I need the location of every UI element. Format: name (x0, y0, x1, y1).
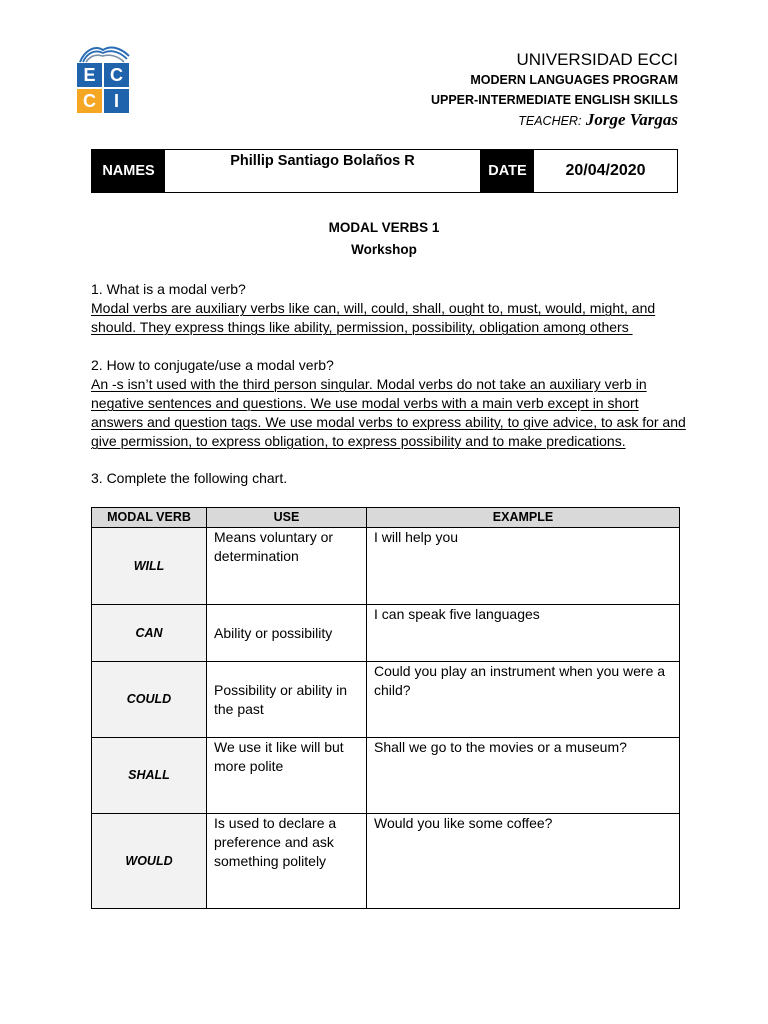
teacher-label: TEACHER: (518, 114, 582, 128)
answer-line: answers and question tags. We use modal verbs to express ability, to give advice, to ask for and (91, 414, 686, 430)
column-header-example: EXAMPLE (367, 508, 680, 528)
use-cell: Is used to declare a preference and ask something politely (207, 814, 367, 909)
course-name: UPPER-INTERMEDIATE ENGLISH SKILLS (430, 93, 678, 107)
column-header-modal-verb: MODAL VERB (92, 508, 207, 528)
answer-line: give permission, to express obligation, to express possibility and to make predications. (91, 433, 626, 449)
table-header-row (92, 508, 680, 528)
book-page-curve (86, 55, 124, 62)
table-row (92, 814, 680, 909)
student-name: Phillip Santiago Bolaños R (165, 150, 481, 192)
question-1 (91, 280, 655, 337)
answer-line: Modal verbs are auxiliary verbs like can, will, could, shall, ought to, must, would, might, and (91, 300, 656, 316)
student-info-box (91, 149, 678, 193)
logo-letter-i: I (104, 89, 129, 113)
table-row (92, 528, 680, 605)
names-label: NAMES (92, 150, 165, 192)
book-page-curve (83, 51, 127, 62)
question-text: 1. What is a modal verb? (91, 281, 246, 297)
use-cell: Possibility or ability in the past (207, 662, 367, 738)
table-row (92, 605, 680, 662)
teacher-name: Jorge Vargas (585, 110, 678, 129)
modal-verbs-table (91, 507, 680, 909)
use-cell: Means voluntary or determination (207, 528, 367, 605)
modal-verb-cell: SHALL (92, 738, 207, 814)
university-name: UNIVERSIDAD ECCI (516, 50, 678, 69)
worksheet-title (0, 217, 768, 261)
example-cell: Shall we go to the movies or a museum? (367, 738, 680, 814)
date-value: 20/04/2020 (565, 162, 646, 179)
document-header (431, 50, 678, 131)
example-cell: Would you like some coffee? (367, 814, 680, 909)
table-row (92, 662, 680, 738)
answer-line: negative sentences and questions. We use modal verbs with a main verb except in short (91, 395, 639, 411)
question-text: 3. Complete the following chart. (91, 470, 288, 486)
table-row (92, 738, 680, 814)
logo-letter-grid (77, 63, 131, 113)
logo-letter-e: E (77, 63, 102, 87)
question-3 (91, 469, 287, 488)
program-name: MODERN LANGUAGES PROGRAM (470, 73, 678, 87)
question-text: 2. How to conjugate/use a modal verb? (91, 357, 334, 373)
modal-verb-cell: WOULD (92, 814, 207, 909)
title-line-2: Workshop (351, 242, 417, 257)
logo-letter-c-bottom: C (77, 89, 102, 113)
column-header-use: USE (207, 508, 367, 528)
logo-letter-c-top: C (104, 63, 129, 87)
answer-line: should. They express things like ability, permission, possibility, obligation among others (91, 319, 633, 335)
title-line-1: MODAL VERBS 1 (328, 220, 440, 235)
example-cell: I will help you (367, 528, 680, 605)
answer-line: An -s isn’t used with the third person singular. Modal verbs do not take an auxiliary verb in (91, 376, 647, 392)
open-book-icon (77, 44, 131, 63)
example-cell: I can speak five languages (367, 605, 680, 662)
modal-verb-cell: WILL (92, 528, 207, 605)
university-logo (77, 44, 131, 113)
example-cell: Could you play an instrument when you were a child? (367, 662, 680, 738)
modal-verb-cell: COULD (92, 662, 207, 738)
use-cell: We use it like will but more polite (207, 738, 367, 814)
question-2 (91, 356, 686, 451)
teacher-line (431, 110, 678, 131)
use-cell: Ability or possibility (207, 605, 367, 662)
modal-verb-cell: CAN (92, 605, 207, 662)
date-label: DATE (481, 150, 534, 192)
